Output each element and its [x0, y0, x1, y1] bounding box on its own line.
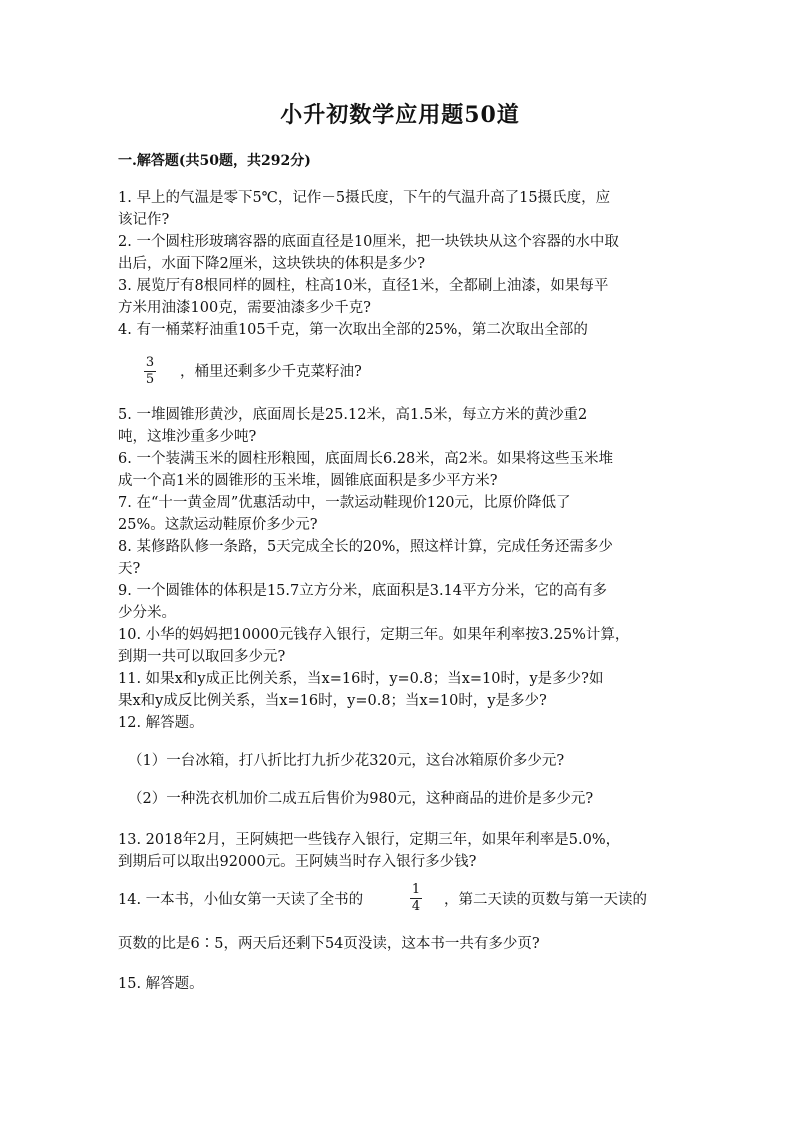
- question-line: 方米用油漆100克，需要油漆多少千克?: [118, 300, 371, 316]
- question-line: 5. 一堆圆锥形黄沙，底面周长是25.12米，高1.5米，每立方米的黄沙重2: [118, 407, 588, 423]
- question-line: 吨，这堆沙重多少吨?: [118, 429, 257, 445]
- question-line: 6. 一个装满玉米的圆柱形粮囤，底面周长6.28米，高2米。如果将这些玉米堆: [118, 451, 613, 467]
- section-header: 一.解答题(共50题，共292分): [118, 153, 311, 169]
- question-line: 8. 某修路队修一条路，5天完成全长的20%，照这样计算，完成任务还需多少: [118, 539, 613, 555]
- question-line: 到期一共可以取回多少元?: [118, 649, 286, 665]
- question-line: 10. 小华的妈妈把10000元钱存入银行，定期三年。如果年利率按3.25%计算，: [118, 627, 630, 643]
- fraction-one-quarter: [410, 883, 422, 913]
- question-line: 该记作?: [118, 212, 170, 228]
- sub-question-line: （2）一种洗衣机加价二成五后售价为980元，这种商品的进价是多少元?: [128, 791, 594, 807]
- question-line: 14. 一本书，小仙女第一天读了全书的: [118, 892, 364, 908]
- fraction-numerator: 3: [145, 355, 155, 370]
- question-line: 2. 一个圆柱形玻璃容器的底面直径是10厘米，把一块铁块从这个容器的水中取: [118, 234, 619, 250]
- page-title: 小升初数学应用题50道: [280, 102, 520, 128]
- question-line: 页数的比是6∶5，两天后还剩下54页没读，这本书一共有多少页?: [118, 936, 540, 952]
- question-line: 12. 解答题。: [118, 715, 204, 731]
- question-line: 7. 在“十一黄金周”优惠活动中，一款运动鞋现价120元，比原价降低了: [118, 495, 571, 511]
- fraction-denominator: 4: [411, 899, 421, 914]
- fraction-numerator: 1: [411, 882, 421, 897]
- question-line: 成一个高1米的圆锥形的玉米堆，圆锥底面积是多少平方米?: [118, 473, 498, 489]
- question-line: 13. 2018年2月，王阿姨把一些钱存入银行，定期三年，如果年利率是5.0%，: [118, 832, 621, 848]
- fraction-denominator: 5: [145, 372, 155, 387]
- sub-question-line: （1）一台冰箱，打八折比打九折少花320元，这台冰箱原价多少元?: [128, 753, 565, 769]
- question-line: 出后，水面下降2厘米，这块铁块的体积是多少?: [118, 256, 425, 272]
- question-line: 少分米。: [118, 605, 176, 621]
- question-line: 15. 解答题。: [118, 976, 204, 992]
- question-line: 25%。这款运动鞋原价多少元?: [118, 517, 318, 533]
- question-line: 天?: [118, 561, 141, 577]
- question-line: ，桶里还剩多少千克菜籽油?: [180, 364, 362, 380]
- question-line: 4. 有一桶菜籽油重105千克，第一次取出全部的25%，第二次取出全部的: [118, 322, 588, 338]
- question-line: 11. 如果x和y成正比例关系，当x=16时，y=0.8；当x=10时，y是多少?如: [118, 671, 604, 687]
- question-line: 到期后可以取出92000元。王阿姨当时存入银行多少钱?: [118, 854, 477, 870]
- question-line: 3. 展览厅有8根同样的圆柱，柱高10米，直径1米，全都刷上油漆，如果每平: [118, 278, 609, 294]
- question-line: 1. 早上的气温是零下5℃，记作－5摄氏度，下午的气温升高了15摄氏度，应: [118, 190, 611, 206]
- question-line: 9. 一个圆锥体的体积是15.7立方分米，底面积是3.14平方分米，它的高有多: [118, 583, 608, 599]
- fraction-three-fifths: [144, 356, 156, 386]
- question-line: 果x和y成反比例关系，当x=16时，y=0.8；当x=10时，y是多少?: [118, 693, 547, 709]
- question-line: ，第二天读的页数与第一天读的: [444, 892, 647, 908]
